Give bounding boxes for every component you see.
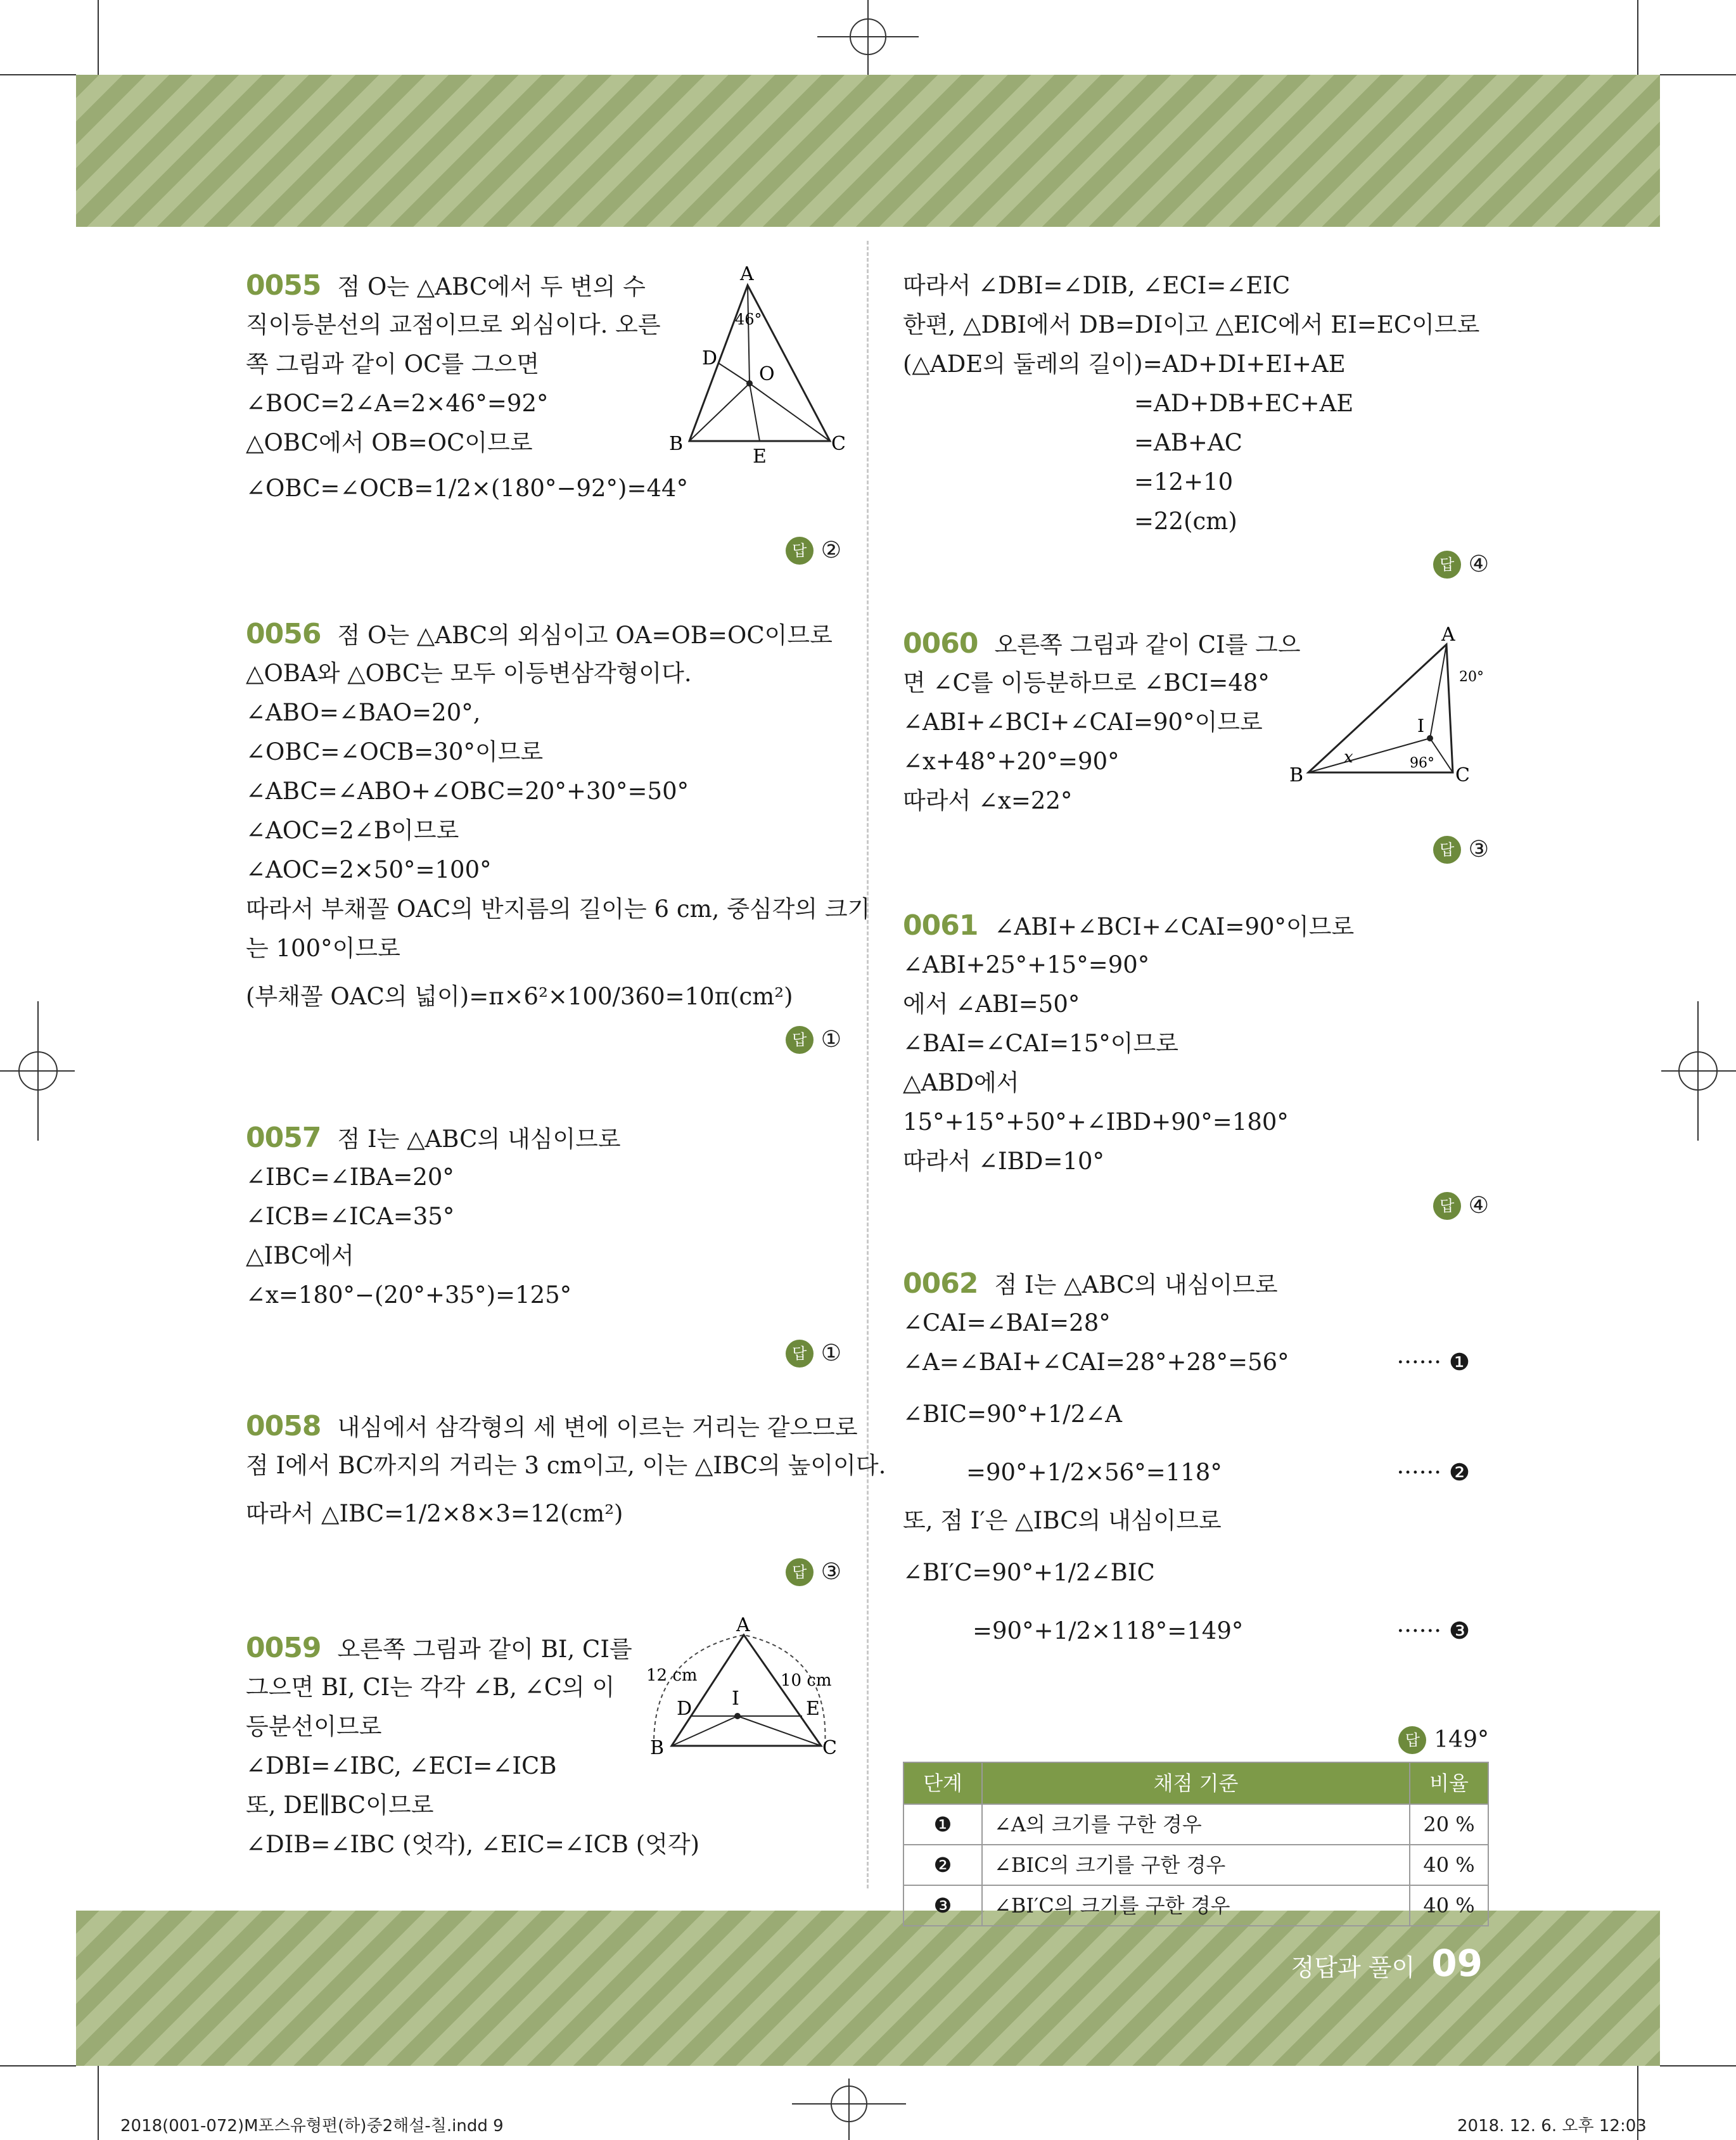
solution-line: ∠AOC=2×50°=100° bbox=[246, 856, 492, 883]
triangle-figure-0060 bbox=[1289, 623, 1492, 794]
solution-line: 따라서 ∠IBD=10° bbox=[903, 1148, 1105, 1175]
answer: 답 ④ bbox=[1433, 1186, 1489, 1226]
ratio-cell: 20 % bbox=[1410, 1804, 1488, 1845]
answer-badge-icon: 답 bbox=[1433, 551, 1461, 579]
solution-line: 점 I는 △ABC의 내심이므로 bbox=[337, 1125, 621, 1153]
problem-0055 bbox=[246, 263, 846, 570]
label-a: A bbox=[1441, 624, 1455, 646]
solution-line: ∠AOC=2∠B이므로 bbox=[246, 817, 459, 844]
ratio-cell: 40 % bbox=[1410, 1845, 1488, 1885]
solution-line: 한편, △DBI에서 DB=DI이고 △EIC에서 EI=EC이므로 bbox=[903, 311, 1480, 338]
solution-line: 또, 점 I′은 △IBC의 내심이므로 bbox=[903, 1507, 1222, 1534]
solution-line: ∠ABI+∠BCI+∠CAI=90°이므로 bbox=[903, 708, 1263, 736]
solution-line: =22(cm) bbox=[1134, 508, 1237, 535]
solution-line: ∠BIC=90°+1/2∠A bbox=[903, 1400, 1122, 1428]
answer: 답 ③ bbox=[1433, 830, 1489, 869]
solution-line: ∠DBI=∠IBC, ∠ECI=∠ICB bbox=[246, 1752, 557, 1779]
solution-line: =AB+AC bbox=[1134, 429, 1242, 456]
solution-line: 점 O는 △ABC의 외심이고 OA=OB=OC이므로 bbox=[337, 622, 833, 649]
table-row bbox=[903, 1845, 1488, 1885]
problem-number: 0061 bbox=[903, 909, 978, 942]
criteria-cell: ∠BIC의 크기를 구한 경우 bbox=[982, 1845, 1410, 1885]
solution-line: ∠ABC=∠ABO+∠OBC=20°+30°=50° bbox=[246, 778, 689, 805]
solution-line: ∠DIB=∠IBC (엇각), ∠EIC=∠ICB (엇각) bbox=[246, 1831, 700, 1858]
problem-number: 0056 bbox=[246, 618, 321, 650]
problem-0059-continued bbox=[903, 266, 1489, 583]
step-cell: ❶ bbox=[903, 1804, 982, 1845]
label-i: I bbox=[1417, 715, 1425, 736]
answer: 답 149° bbox=[1398, 1720, 1489, 1760]
answer-badge-icon: 답 bbox=[786, 1026, 814, 1054]
solution-line: △IBC에서 bbox=[246, 1242, 354, 1269]
solution-line: =90°+1/2×56°=118° bbox=[966, 1459, 1222, 1486]
solution-line: 등분선이므로 bbox=[246, 1713, 382, 1740]
solution-line: 15°+15°+50°+∠IBD+90°=180° bbox=[903, 1108, 1289, 1136]
solution-line: 는 100°이므로 bbox=[246, 935, 400, 962]
page-number: 09 bbox=[1431, 1942, 1483, 1985]
solution-line: 오른쪽 그림과 같이 BI, CI를 bbox=[337, 1636, 632, 1663]
solution-line: ∠OBC=∠OCB=1/2×(180°−92°)=44° bbox=[246, 475, 689, 502]
problem-0058 bbox=[246, 1407, 886, 1610]
label-c: C bbox=[1455, 764, 1470, 786]
problem-number: 0058 bbox=[246, 1410, 321, 1442]
solution-line: ∠OBC=∠OCB=30°이므로 bbox=[246, 738, 544, 766]
table-header-row bbox=[903, 1762, 1488, 1804]
step-marker-2: ······ ❷ bbox=[1396, 1459, 1470, 1486]
step-marker-1: ······ ❶ bbox=[1396, 1349, 1470, 1376]
label-a: A bbox=[740, 263, 754, 285]
label-i: I bbox=[732, 1688, 739, 1710]
footer-datetime: 2018. 12. 6. 오후 12:03 bbox=[1457, 2117, 1647, 2136]
solution-line: ∠BI′C=90°+1/2∠BIC bbox=[903, 1559, 1155, 1586]
answer: 답 ② bbox=[786, 531, 841, 570]
solution-line: 직이등분선의 교점이므로 외심이다. 오른 bbox=[246, 311, 661, 338]
label-b: B bbox=[1289, 764, 1304, 786]
solution-line: ∠x+48°+20°=90° bbox=[903, 748, 1120, 775]
solution-line: ∠ABI+25°+15°=90° bbox=[903, 951, 1150, 978]
label-c: C bbox=[831, 433, 846, 455]
solution-line: 내심에서 삼각형의 세 변에 이르는 거리는 같으므로 bbox=[337, 1414, 858, 1441]
problem-number: 0062 bbox=[903, 1267, 978, 1300]
step-cell: ❸ bbox=[903, 1885, 982, 1926]
label-d: D bbox=[702, 347, 718, 369]
solution-line: ∠x=180°−(20°+35°)=125° bbox=[246, 1281, 572, 1309]
answer: 답 ④ bbox=[1433, 545, 1489, 584]
label-d: D bbox=[677, 1698, 692, 1720]
answer: 답 ① bbox=[786, 1334, 841, 1373]
solution-line: ∠ABO=∠BAO=20°, bbox=[246, 699, 481, 726]
col-header-step: 단계 bbox=[903, 1762, 982, 1804]
label-b: B bbox=[669, 433, 684, 455]
left-length-label: 12 cm bbox=[646, 1666, 698, 1685]
solution-line: ∠BAI=∠CAI=15°이므로 bbox=[903, 1030, 1178, 1057]
problem-0059 bbox=[246, 1614, 841, 1907]
answer-badge-icon: 답 bbox=[1433, 836, 1461, 864]
solution-line: 따라서 △IBC=1/2×8×3=12(cm²) bbox=[246, 1500, 623, 1527]
solution-line: ∠A=∠BAI+∠CAI=28°+28°=56° bbox=[903, 1349, 1289, 1376]
problem-0057 bbox=[246, 1118, 841, 1366]
label-b: B bbox=[650, 1737, 665, 1759]
col-header-criteria: 채점 기준 bbox=[982, 1762, 1410, 1804]
answer-badge-icon: 답 bbox=[786, 1558, 814, 1586]
triangle-figure-0055 bbox=[664, 263, 846, 469]
solution-line: ∠BOC=2∠A=2×46°=92° bbox=[246, 390, 549, 417]
solution-line: 또, DE∥BC이므로 bbox=[246, 1791, 434, 1819]
col-header-ratio: 비율 bbox=[1410, 1762, 1488, 1804]
solution-line: 면 ∠C를 이등분하므로 ∠BCI=48° bbox=[903, 669, 1270, 696]
label-x: x bbox=[1344, 748, 1353, 767]
solution-line: 쪽 그림과 같이 OC를 그으면 bbox=[246, 350, 540, 378]
solution-line: 점 O는 △ABC에서 두 변의 수 bbox=[337, 273, 646, 300]
answer: 답 ① bbox=[786, 1020, 841, 1060]
problem-number: 0060 bbox=[903, 627, 978, 660]
solution-line: 따라서 부채꼴 OAC의 반지름의 길이는 6 cm, 중심각의 크기 bbox=[246, 895, 871, 923]
solution-line: △ABD에서 bbox=[903, 1069, 1019, 1096]
solution-line: ∠ICB=∠ICA=35° bbox=[246, 1203, 455, 1230]
solution-line: ∠ABI+∠BCI+∠CAI=90°이므로 bbox=[994, 913, 1355, 940]
solution-line: (부채꼴 OAC의 넓이)=π×6²×100/360=10π(cm²) bbox=[246, 983, 793, 1010]
answer: 답 ③ bbox=[786, 1553, 841, 1592]
solution-line: 점 I는 △ABC의 내심이므로 bbox=[994, 1271, 1278, 1298]
answer-badge-icon: 답 bbox=[1433, 1192, 1461, 1220]
problem-number: 0057 bbox=[246, 1122, 321, 1154]
problem-0056 bbox=[246, 615, 871, 1058]
step-marker-3: ······ ❸ bbox=[1396, 1617, 1470, 1644]
criteria-cell: ∠A의 크기를 구한 경우 bbox=[982, 1804, 1410, 1845]
table-row bbox=[903, 1885, 1488, 1926]
answer-badge-icon: 답 bbox=[1398, 1726, 1426, 1754]
solution-line: 점 I에서 BC까지의 거리는 3 cm이고, 이는 △IBC의 높이이다. bbox=[246, 1452, 886, 1479]
angle-a-label: 20° bbox=[1459, 669, 1484, 685]
ratio-cell: 40 % bbox=[1410, 1885, 1488, 1926]
scoring-table bbox=[903, 1762, 1489, 1926]
label-a: A bbox=[736, 1614, 750, 1636]
answer-badge-icon: 답 bbox=[786, 1340, 814, 1368]
right-length-label: 10 cm bbox=[781, 1671, 832, 1690]
label-c: C bbox=[822, 1737, 837, 1759]
table-row bbox=[903, 1804, 1488, 1845]
angle-i-label: 96° bbox=[1410, 755, 1434, 771]
label-e: E bbox=[806, 1698, 820, 1720]
solution-line: 오른쪽 그림과 같이 CI를 그으 bbox=[994, 631, 1301, 658]
problem-0061 bbox=[903, 906, 1489, 1223]
problem-number: 0055 bbox=[246, 269, 321, 302]
criteria-cell: ∠BI′C의 크기를 구한 경우 bbox=[982, 1885, 1410, 1926]
answer-badge-icon: 답 bbox=[786, 537, 814, 565]
solution-line: ∠IBC=∠IBA=20° bbox=[246, 1163, 454, 1191]
triangle-figure-0059 bbox=[640, 1610, 843, 1762]
solution-line: 그으면 BI, CI는 각각 ∠B, ∠C의 이 bbox=[246, 1674, 615, 1701]
label-o: O bbox=[759, 363, 775, 385]
solution-line: =90°+1/2×118°=149° bbox=[973, 1617, 1244, 1644]
solution-line: 따라서 ∠DBI=∠DIB, ∠ECI=∠EIC bbox=[903, 272, 1291, 299]
label-e: E bbox=[753, 445, 767, 468]
problem-0060 bbox=[903, 624, 1489, 865]
solution-line: =12+10 bbox=[1134, 468, 1234, 496]
solution-line: 에서 ∠ABI=50° bbox=[903, 990, 1080, 1018]
solution-line: =AD+DB+EC+AE bbox=[1134, 390, 1354, 417]
section-label: 정답과 풀이 bbox=[1291, 1954, 1415, 1982]
footer-file: 2018(001-072)M포스유형편(하)중2해설-칠.indd 9 bbox=[120, 2117, 504, 2136]
step-cell: ❷ bbox=[903, 1845, 982, 1885]
solution-line: 따라서 ∠x=22° bbox=[903, 787, 1073, 814]
solution-line: (△ADE의 둘레의 길이)=AD+DI+EI+AE bbox=[903, 350, 1346, 378]
problem-0062 bbox=[903, 1264, 1489, 1918]
solution-line: △OBC에서 OB=OC이므로 bbox=[246, 429, 533, 456]
angle-label: 46° bbox=[735, 311, 762, 328]
solution-line: △OBA와 △OBC는 모두 이등변삼각형이다. bbox=[246, 660, 692, 687]
solution-line: ∠CAI=∠BAI=28° bbox=[903, 1309, 1111, 1336]
problem-number: 0059 bbox=[246, 1632, 321, 1664]
